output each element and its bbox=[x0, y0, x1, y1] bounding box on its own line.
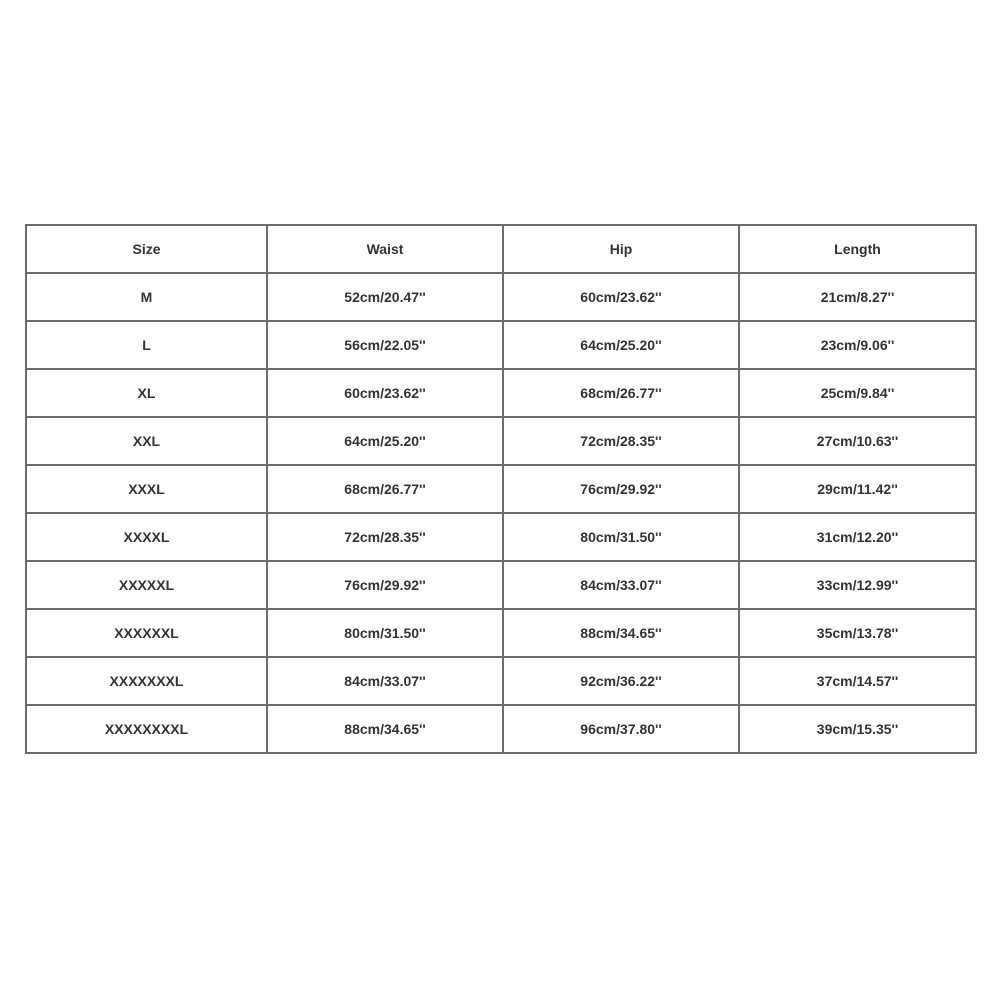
table-row bbox=[26, 273, 976, 321]
cell-waist: 76cm/29.92'' bbox=[267, 561, 503, 609]
cell-waist: 88cm/34.65'' bbox=[267, 705, 503, 753]
header-size: Size bbox=[26, 225, 267, 273]
table-row bbox=[26, 705, 976, 753]
cell-size: XXXXL bbox=[26, 513, 267, 561]
table-row bbox=[26, 465, 976, 513]
cell-length: 33cm/12.99'' bbox=[739, 561, 976, 609]
table-row bbox=[26, 369, 976, 417]
cell-hip: 60cm/23.62'' bbox=[503, 273, 739, 321]
table-row bbox=[26, 513, 976, 561]
table-row bbox=[26, 609, 976, 657]
table-row bbox=[26, 417, 976, 465]
cell-hip: 64cm/25.20'' bbox=[503, 321, 739, 369]
cell-length: 29cm/11.42'' bbox=[739, 465, 976, 513]
cell-hip: 80cm/31.50'' bbox=[503, 513, 739, 561]
cell-waist: 84cm/33.07'' bbox=[267, 657, 503, 705]
cell-hip: 68cm/26.77'' bbox=[503, 369, 739, 417]
cell-waist: 80cm/31.50'' bbox=[267, 609, 503, 657]
cell-length: 21cm/8.27'' bbox=[739, 273, 976, 321]
cell-hip: 96cm/37.80'' bbox=[503, 705, 739, 753]
cell-length: 31cm/12.20'' bbox=[739, 513, 976, 561]
cell-length: 35cm/13.78'' bbox=[739, 609, 976, 657]
cell-hip: 88cm/34.65'' bbox=[503, 609, 739, 657]
cell-hip: 76cm/29.92'' bbox=[503, 465, 739, 513]
cell-hip: 92cm/36.22'' bbox=[503, 657, 739, 705]
cell-waist: 68cm/26.77'' bbox=[267, 465, 503, 513]
cell-hip: 72cm/28.35'' bbox=[503, 417, 739, 465]
header-waist: Waist bbox=[267, 225, 503, 273]
cell-size: XXXXXXXL bbox=[26, 657, 267, 705]
table-row bbox=[26, 657, 976, 705]
cell-waist: 52cm/20.47'' bbox=[267, 273, 503, 321]
cell-hip: 84cm/33.07'' bbox=[503, 561, 739, 609]
cell-length: 23cm/9.06'' bbox=[739, 321, 976, 369]
cell-size: XXXXXXXXL bbox=[26, 705, 267, 753]
table-row bbox=[26, 321, 976, 369]
cell-waist: 72cm/28.35'' bbox=[267, 513, 503, 561]
cell-size: M bbox=[26, 273, 267, 321]
table-row bbox=[26, 561, 976, 609]
cell-size: XXXL bbox=[26, 465, 267, 513]
cell-size: XXL bbox=[26, 417, 267, 465]
cell-length: 27cm/10.63'' bbox=[739, 417, 976, 465]
cell-length: 37cm/14.57'' bbox=[739, 657, 976, 705]
cell-length: 25cm/9.84'' bbox=[739, 369, 976, 417]
cell-waist: 60cm/23.62'' bbox=[267, 369, 503, 417]
size-chart-table bbox=[25, 224, 977, 754]
cell-size: XL bbox=[26, 369, 267, 417]
cell-waist: 64cm/25.20'' bbox=[267, 417, 503, 465]
header-length: Length bbox=[739, 225, 976, 273]
table-header-row bbox=[26, 225, 976, 273]
header-hip: Hip bbox=[503, 225, 739, 273]
cell-size: XXXXXXL bbox=[26, 609, 267, 657]
cell-size: XXXXXL bbox=[26, 561, 267, 609]
cell-waist: 56cm/22.05'' bbox=[267, 321, 503, 369]
cell-length: 39cm/15.35'' bbox=[739, 705, 976, 753]
cell-size: L bbox=[26, 321, 267, 369]
